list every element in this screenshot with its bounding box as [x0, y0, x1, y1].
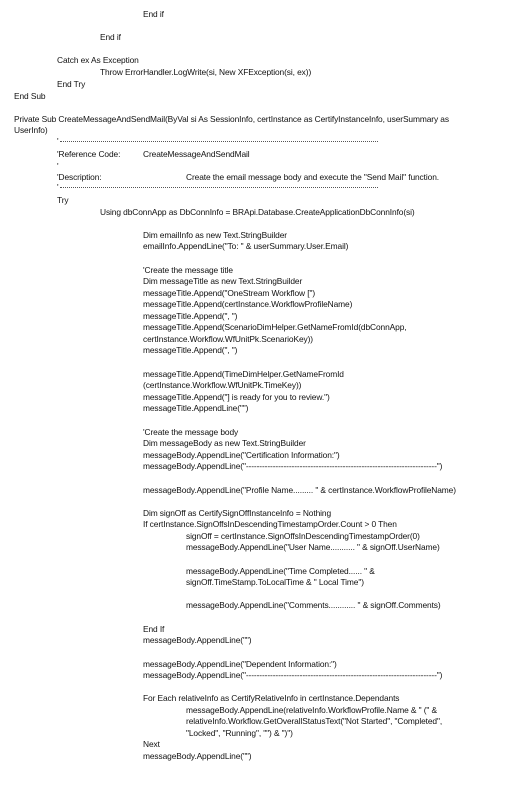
code-line: Next — [143, 739, 160, 749]
code-line: 'Reference Code: — [57, 149, 121, 159]
code-line: Create the email message body and execute the "Send Mail" function. — [186, 172, 439, 182]
code-line: signOff = certInstance.SignOffsInDescendingTimestampOrder(0) — [186, 531, 420, 541]
code-line: End if — [100, 32, 121, 42]
code-line: For Each relativeInfo as CertifyRelativeInfo in certInstance.Dependants — [143, 693, 400, 703]
code-line: messageTitle.Append(", ") — [143, 345, 238, 355]
code-line: messageTitle.AppendLine("") — [143, 403, 249, 413]
code-line: End if — [143, 9, 164, 19]
code-line: messageBody.AppendLine("Comments............ " & signOff.Comments) — [186, 600, 441, 610]
code-line: Dim signOff as CertifySignOffInstanceInfo = Nothing — [143, 508, 332, 518]
code-line: relativeInfo.Workflow.GetOverallStatusText("Not Started", "Completed", — [186, 716, 443, 726]
code-line: If certInstance.SignOffsInDescendingTimestampOrder.Count > 0 Then — [143, 519, 397, 529]
code-line: messageBody.AppendLine("Certification Information:") — [143, 450, 340, 460]
code-line: messageBody.AppendLine("Time Completed...... " & — [186, 566, 375, 576]
comment-separator: ' — [57, 136, 59, 146]
code-line: emailInfo.AppendLine("To: " & userSummary.User.Email) — [143, 241, 349, 251]
code-line: Try — [57, 195, 69, 205]
code-line: messageBody.AppendLine("Dependent Information:") — [143, 659, 337, 669]
code-line: UserInfo) — [14, 125, 48, 135]
code-line: messageTitle.Append("OneStream Workflow [") — [143, 288, 316, 298]
code-line: Using dbConnApp as DbConnInfo = BRApi.Database.CreateApplicationDbConnInfo(si) — [100, 207, 415, 217]
code-line: messageTitle.Append(", ") — [143, 311, 238, 321]
code-line: messageTitle.Append(TimeDimHelper.GetNameFromId — [143, 369, 344, 379]
code-line: (certInstance.Workflow.WfUnitPk.TimeKey)) — [143, 380, 302, 390]
code-line: signOff.TimeStamp.ToLocalTime & " Local Time") — [186, 577, 364, 587]
code-line: messageTitle.Append(ScenarioDimHelper.GetNameFromId(dbConnApp, — [143, 322, 407, 332]
code-line: CreateMessageAndSendMail — [143, 149, 250, 159]
code-line: "Locked", "Running", "") & ")") — [186, 728, 293, 738]
code-line: Private Sub CreateMessageAndSendMail(ByVal si As SessionInfo, certInstance as CertifyInstanceInfo, userSummary as — [14, 114, 449, 124]
code-line: messageBody.AppendLine("-----------------------------------------------------------------------") — [143, 670, 443, 680]
code-line: messageBody.AppendLine("") — [143, 751, 252, 761]
code-line: ' — [57, 161, 59, 171]
comment-separator: ' — [57, 182, 59, 192]
code-line: messageBody.AppendLine("-----------------------------------------------------------------------") — [143, 461, 443, 471]
code-line: 'Description: — [57, 172, 102, 182]
code-line: End Sub — [14, 91, 46, 101]
comment-separator-line — [60, 141, 378, 143]
code-line: 'Create the message body — [143, 427, 239, 437]
code-line: messageTitle.Append("] is ready for you to review.") — [143, 392, 330, 402]
code-line: messageTitle.Append(certInstance.WorkflowProfileName) — [143, 299, 353, 309]
code-line: messageBody.AppendLine(relativeInfo.WorkflowProfile.Name & " (" & — [186, 705, 437, 715]
code-line: messageBody.AppendLine("") — [143, 635, 252, 645]
code-line: certInstance.Workflow.WfUnitPk.ScenarioKey)) — [143, 334, 313, 344]
comment-separator-line — [60, 187, 378, 189]
code-line: Dim messageTitle as new Text.StringBuilder — [143, 276, 303, 286]
code-line: Dim messageBody as new Text.StringBuilder — [143, 438, 306, 448]
code-line: Dim emailInfo as new Text.StringBuilder — [143, 230, 287, 240]
code-line: messageBody.AppendLine("Profile Name......... " & certInstance.WorkflowProfileName) — [143, 485, 456, 495]
code-line: Throw ErrorHandler.LogWrite(si, New XFException(si, ex)) — [100, 67, 312, 77]
code-line: Catch ex As Exception — [57, 55, 139, 65]
code-line: messageBody.AppendLine("User Name........... " & signOff.UserName) — [186, 542, 440, 552]
code-line: End Try — [57, 79, 86, 89]
code-line: 'Create the message title — [143, 265, 233, 275]
code-line: End If — [143, 624, 165, 634]
